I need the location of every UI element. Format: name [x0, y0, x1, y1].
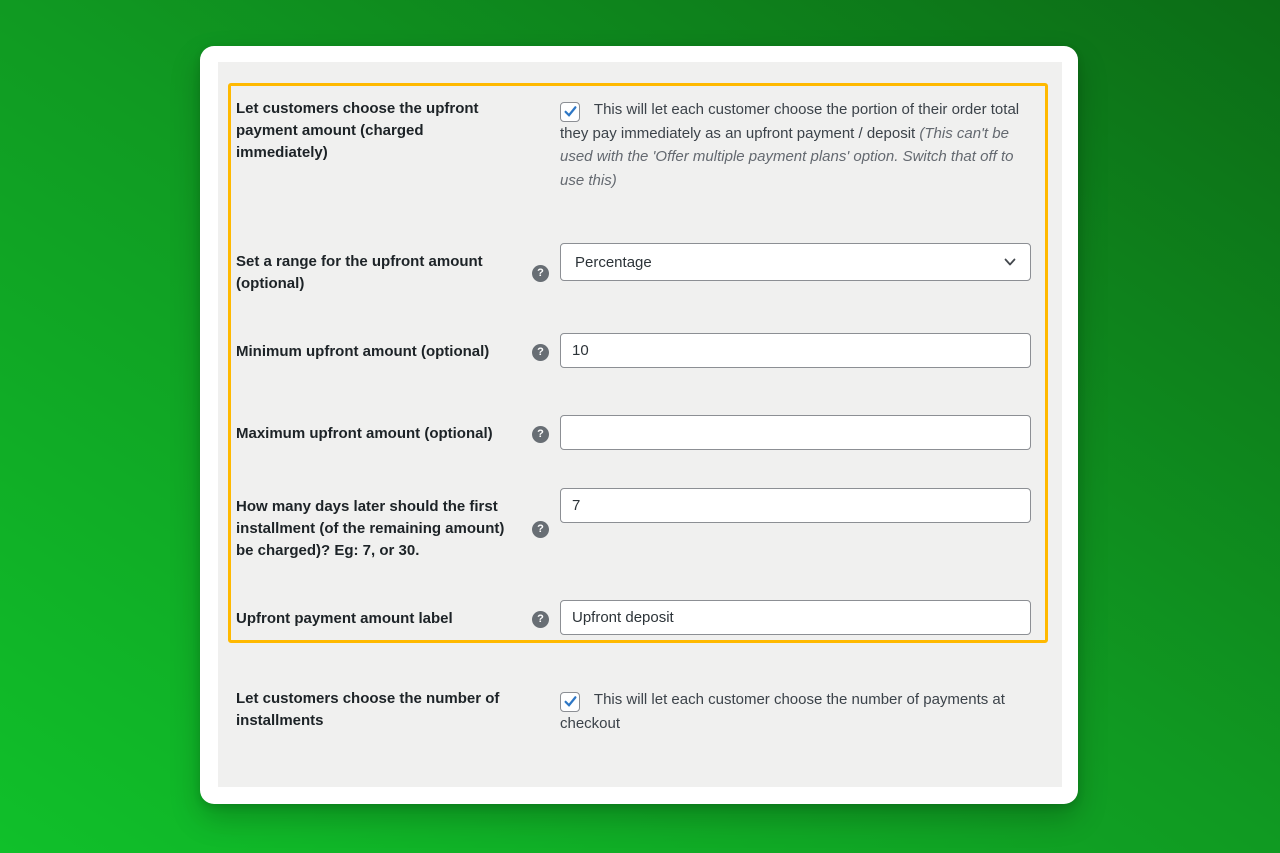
field-cell — [560, 488, 1031, 523]
max-amount-input[interactable] — [560, 415, 1031, 450]
field-cell — [560, 333, 1031, 368]
help-glyph: ? — [537, 523, 544, 535]
label-cell — [236, 415, 560, 445]
upfront-label-input[interactable] — [560, 600, 1031, 635]
chevron-down-icon — [1002, 254, 1018, 270]
help-glyph: ? — [537, 613, 544, 625]
settings-panel — [218, 62, 1062, 787]
field-cell — [560, 415, 1031, 450]
installments-choice-checkbox[interactable] — [560, 692, 580, 712]
form-row-upfront-choice — [236, 98, 1031, 192]
form-row-max-amount — [236, 415, 1031, 450]
label-cell — [236, 688, 560, 732]
field-label: How many days later should the first installment (of the remaining amount) be charged)? Eg: 7, or 30. — [236, 498, 505, 559]
help-icon[interactable] — [532, 344, 549, 361]
field-label: Minimum upfront amount (optional) — [236, 343, 490, 360]
label-cell — [236, 600, 560, 630]
field-cell — [560, 600, 1031, 635]
form-row-upfront-label — [236, 600, 1031, 635]
form-row-first-installment-days — [236, 488, 1031, 562]
field-label: Let customers choose the upfront payment amount (charged immediately) — [236, 100, 479, 161]
min-amount-input[interactable] — [560, 333, 1031, 368]
help-glyph: ? — [537, 267, 544, 279]
field-label: Let customers choose the number of installments — [236, 690, 500, 729]
help-icon[interactable] — [532, 265, 549, 282]
field-label: Set a range for the upfront amount (optional) — [236, 253, 483, 292]
label-cell — [236, 98, 560, 164]
form-row-min-amount — [236, 333, 1031, 368]
bottom-section — [218, 688, 1062, 735]
range-type-select[interactable] — [560, 243, 1031, 281]
select-value: Percentage — [575, 253, 652, 271]
help-glyph: ? — [537, 428, 544, 440]
checkbox-description: This will let each customer choose the portion of their order total they pay immediately as an upfront payment / deposit — [560, 101, 1020, 142]
field-cell — [560, 243, 1031, 281]
description-note: (This can't be used with the 'Offer multiple payment plans' option. Switch that off to use this) — [560, 124, 1014, 189]
check-icon — [563, 104, 578, 119]
first-installment-days-input[interactable] — [560, 488, 1031, 523]
label-cell — [236, 333, 560, 363]
upfront-choice-checkbox[interactable] — [560, 102, 580, 122]
checkbox-description-block — [560, 101, 1019, 189]
label-cell — [236, 243, 560, 295]
help-icon[interactable] — [532, 611, 549, 628]
help-icon[interactable] — [532, 426, 549, 443]
checkbox-description: This will let each customer choose the number of payments at checkout — [560, 691, 1005, 732]
help-glyph: ? — [537, 346, 544, 358]
label-cell — [236, 488, 560, 562]
checkbox-description-block — [560, 691, 1005, 732]
field-label: Upfront payment amount label — [236, 610, 453, 627]
settings-card — [200, 46, 1078, 804]
form-row-range-type — [236, 243, 1031, 295]
form-row-installments-choice — [236, 688, 1031, 735]
field-label: Maximum upfront amount (optional) — [236, 425, 493, 442]
check-icon — [563, 694, 578, 709]
upfront-settings-highlight-box — [228, 83, 1048, 643]
field-cell — [560, 688, 1031, 735]
help-icon[interactable] — [532, 521, 549, 538]
field-cell — [560, 98, 1031, 192]
